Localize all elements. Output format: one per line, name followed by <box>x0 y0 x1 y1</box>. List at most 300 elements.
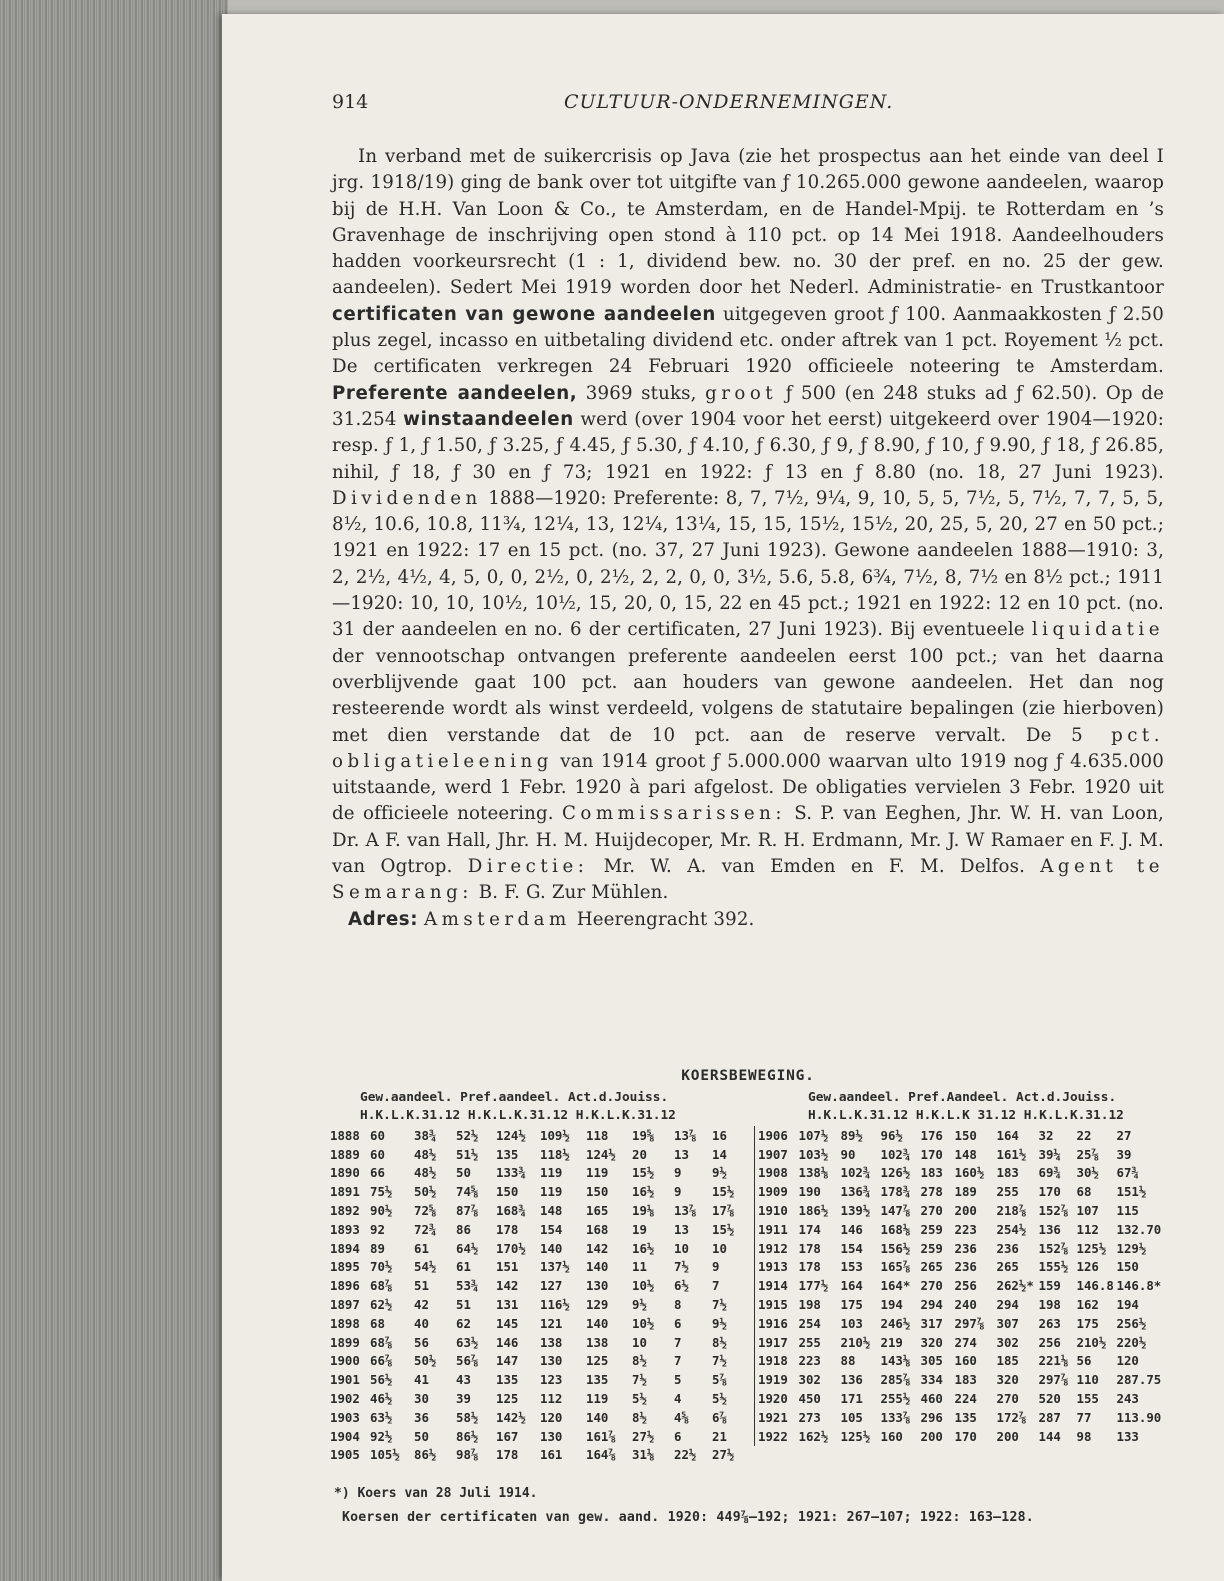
year-cell: 1918 <box>758 1353 788 1369</box>
quote-cell: 200 <box>954 1203 977 1219</box>
quote-cell: 72¾ <box>414 1221 437 1237</box>
quote-cell: 50 <box>456 1165 471 1181</box>
quote-cell: 162½ <box>798 1428 829 1444</box>
quote-cell: 256 <box>1038 1334 1061 1350</box>
quote-cell: 135 <box>496 1146 519 1162</box>
quote-cell: 278 <box>920 1184 943 1200</box>
group-header-left: Gew.aandeel. Pref.aandeel. Act.d.Jouiss. <box>360 1090 669 1105</box>
quote-cell: 186½ <box>798 1203 829 1219</box>
quote-cell: 287 <box>1038 1409 1061 1425</box>
quote-cell: 62 <box>456 1315 471 1331</box>
year-cell: 1899 <box>330 1334 360 1350</box>
quote-cell: 13⅞ <box>674 1127 697 1143</box>
quote-cell: 92 <box>370 1221 385 1237</box>
quote-cell: 5 <box>674 1372 682 1388</box>
page-number: 914 <box>332 91 369 113</box>
quote-cell: 124½ <box>496 1127 526 1143</box>
quote-cell: 265 <box>996 1259 1019 1275</box>
spaced-liquidatie: liquidatie <box>1031 619 1164 641</box>
quote-cell: 143⅛ <box>880 1353 911 1369</box>
quote-cell: 150 <box>954 1127 977 1143</box>
quote-cell: 185 <box>996 1353 1019 1369</box>
quote-cell: 6⅞ <box>712 1409 727 1425</box>
quote-cell: 68⅞ <box>370 1278 393 1294</box>
year-cell: 1904 <box>330 1428 360 1444</box>
quote-cell: 136 <box>840 1372 863 1388</box>
quote-cell: 126½ <box>880 1165 911 1181</box>
quote-cell: 20 <box>632 1146 647 1162</box>
quotes-table-right-body <box>755 1126 1179 1446</box>
quote-cell: 168 <box>586 1221 609 1237</box>
quote-cell: 118 <box>586 1127 609 1143</box>
table-row <box>755 1389 1179 1408</box>
quote-cell: 86½ <box>456 1428 479 1444</box>
quote-cell: 98⅞ <box>456 1447 479 1463</box>
quote-cell: 164 <box>840 1278 863 1294</box>
quote-cell: 7½ <box>674 1259 689 1275</box>
quote-cell: 6 <box>674 1315 682 1331</box>
text-segment: Mr. W. A. van Emden en F. M. Delfos. <box>588 856 1041 878</box>
quote-cell: 51 <box>456 1297 471 1313</box>
year-cell: 1888 <box>330 1127 360 1143</box>
quote-cell: 43 <box>456 1372 471 1388</box>
quote-cell: 137½ <box>540 1259 570 1275</box>
quote-cell: 109½ <box>540 1127 570 1143</box>
quote-cell: 148 <box>954 1146 977 1162</box>
quote-cell: 39¼ <box>1038 1146 1061 1162</box>
quote-cell: 125 <box>586 1353 609 1369</box>
table-row <box>755 1314 1179 1333</box>
quote-cell: 90½ <box>370 1203 393 1219</box>
quote-cell: 105 <box>840 1409 863 1425</box>
quote-cell: 52½ <box>456 1127 479 1143</box>
quote-cell: 164⅞ <box>586 1447 616 1463</box>
quotes-table-right <box>754 1126 1179 1446</box>
quote-cell: 8½ <box>712 1334 727 1350</box>
quote-cell: 210½ <box>1076 1334 1107 1350</box>
year-cell: 1919 <box>758 1372 788 1388</box>
quote-cell: 150 <box>496 1184 519 1200</box>
quote-cell: 10½ <box>632 1278 655 1294</box>
quote-cell: 285⅞ <box>880 1372 911 1388</box>
quote-cell: 224 <box>954 1391 977 1407</box>
year-cell: 1907 <box>758 1146 788 1162</box>
quote-cell: 5½ <box>632 1391 647 1407</box>
quote-cell: 334 <box>920 1372 943 1388</box>
quote-cell: 4⅝ <box>674 1409 689 1425</box>
quote-cell: 56 <box>414 1334 429 1350</box>
table-row <box>330 1126 748 1145</box>
year-cell: 1893 <box>330 1221 360 1237</box>
quote-cell: 27 <box>1116 1127 1132 1143</box>
quote-cell: 460 <box>920 1391 943 1407</box>
quote-cell: 123 <box>540 1372 563 1388</box>
year-cell: 1901 <box>330 1372 360 1388</box>
quote-cell: 139½ <box>840 1203 871 1219</box>
quote-cell: 8 <box>674 1297 682 1313</box>
quote-cell: 90 <box>840 1146 856 1162</box>
quote-cell: 160½ <box>954 1165 985 1181</box>
quote-cell: 115 <box>1116 1203 1139 1219</box>
quote-cell: 113.90 <box>1116 1409 1162 1425</box>
quote-cell: 140 <box>586 1409 609 1425</box>
quote-cell: 155 <box>1076 1391 1099 1407</box>
quote-cell: 7 <box>674 1334 682 1350</box>
quote-cell: 27½ <box>632 1428 655 1444</box>
quote-cell: 170½ <box>496 1240 526 1256</box>
table-row <box>755 1370 1179 1389</box>
year-cell: 1898 <box>330 1315 360 1331</box>
table-row <box>330 1333 748 1352</box>
quote-cell: 174 <box>798 1221 821 1237</box>
quote-cell: 7½ <box>712 1353 727 1369</box>
quote-cell: 177½ <box>798 1278 829 1294</box>
quote-cell: 151 <box>496 1259 519 1275</box>
quote-cell: 136¾ <box>840 1184 871 1200</box>
quote-cell: 450 <box>798 1391 821 1407</box>
quote-cell: 48½ <box>414 1146 437 1162</box>
year-cell: 1903 <box>330 1409 360 1425</box>
quote-cell: 110 <box>1076 1372 1099 1388</box>
quote-cell: 194 <box>1116 1297 1139 1313</box>
quote-cell: 142 <box>586 1240 609 1256</box>
table-row <box>330 1182 748 1201</box>
quote-cell: 9½ <box>712 1315 727 1331</box>
quote-cell: 243 <box>1116 1391 1139 1407</box>
year-cell: 1902 <box>330 1391 360 1407</box>
quote-cell: 140 <box>540 1240 563 1256</box>
table-row <box>755 1239 1179 1258</box>
quote-cell: 256 <box>954 1278 977 1294</box>
quotes-table-header <box>330 1084 1178 1124</box>
spaced-obligatieleening: 5 pct. obligatieleening <box>332 724 1164 772</box>
quote-cell: 48½ <box>414 1165 437 1181</box>
quote-cell: 170 <box>954 1428 977 1444</box>
quote-cell: 89½ <box>840 1127 863 1143</box>
quote-cell: 25⅞ <box>1076 1146 1099 1162</box>
quote-cell: 256½ <box>1116 1315 1147 1331</box>
quote-cell: 70½ <box>370 1259 393 1275</box>
quote-cell: 112 <box>1076 1221 1099 1237</box>
quote-cell: 9½ <box>632 1297 647 1313</box>
quote-cell: 69¾ <box>1038 1165 1061 1181</box>
quote-cell: 129 <box>586 1297 609 1313</box>
quote-cell: 120 <box>540 1409 563 1425</box>
running-title: CULTUUR-ONDERNEMINGEN. <box>564 91 894 113</box>
quote-cell: 16½ <box>632 1240 655 1256</box>
book-page <box>222 14 1224 1581</box>
quote-cell: 131 <box>496 1297 519 1313</box>
quote-cell: 13⅞ <box>674 1203 697 1219</box>
table-row <box>330 1314 748 1333</box>
quote-cell: 4 <box>674 1391 682 1407</box>
quote-cell: 112 <box>540 1391 563 1407</box>
quote-cell: 130 <box>540 1428 563 1444</box>
quote-cell: 86½ <box>414 1447 437 1463</box>
quote-cell: 320 <box>996 1372 1019 1388</box>
quote-cell: 135 <box>586 1372 609 1388</box>
quote-cell: 265 <box>920 1259 943 1275</box>
text-segment: der vennootschap ontvangen preferente aandeelen eerst 100 pct.; van het daarna overblijvende gaat 100 pct. aan houders van gewone aandeelen. Het dan nog resteerende wordt als winst verdeeld, volgens de statutaire bepalingen (zie hierboven) met dien verstande dat de 10 pct. aan de reserve vervalt. De <box>332 645 1164 746</box>
quote-cell: 135 <box>496 1372 519 1388</box>
quote-cell: 198 <box>798 1297 821 1313</box>
quote-cell: 170 <box>1038 1184 1061 1200</box>
sub-header-right: H.K.L.K.31.12 H.K.L.K 31.12 H.K.L.K.31.12 <box>808 1108 1124 1123</box>
quote-cell: 168⅛ <box>880 1221 911 1237</box>
address-city: Amsterdam <box>424 908 571 930</box>
quote-cell: 132.70 <box>1116 1221 1162 1237</box>
year-cell: 1908 <box>758 1165 788 1181</box>
quote-cell: 130 <box>586 1278 609 1294</box>
quote-cell: 320 <box>920 1334 943 1350</box>
book-page-edges <box>0 0 228 1581</box>
quote-cell: 11 <box>632 1259 647 1275</box>
quote-cell: 50 <box>414 1428 429 1444</box>
heading-certificaten: certificaten van gewone aandeelen <box>332 303 716 325</box>
quote-cell: 56½ <box>370 1372 393 1388</box>
quote-cell: 5⅞ <box>712 1372 727 1388</box>
quote-cell: 6 <box>674 1428 682 1444</box>
year-cell: 1914 <box>758 1278 788 1294</box>
quote-cell: 255 <box>996 1184 1019 1200</box>
quote-cell: 5½ <box>712 1391 727 1407</box>
table-row <box>330 1164 748 1183</box>
quote-cell: 17⅞ <box>712 1203 735 1219</box>
quote-cell: 140 <box>586 1259 609 1275</box>
quote-cell: 520 <box>1038 1391 1061 1407</box>
quote-cell: 13 <box>674 1146 689 1162</box>
quote-cell: 178 <box>496 1221 519 1237</box>
main-paragraph <box>332 144 1164 907</box>
quote-cell: 62½ <box>370 1297 393 1313</box>
quote-cell: 30 <box>414 1391 429 1407</box>
quote-cell: 254½ <box>996 1221 1027 1237</box>
text-segment: van 1914 groot ƒ 5.000.000 waarvan ulto 1919 nog ƒ 4.635.000 uitstaande, werd 1 Febr. 1920 à pari afgelost. De obligaties vervielen 3 Febr. 1920 uit de officieele noteering. <box>332 750 1164 825</box>
quote-cell: 154 <box>540 1221 563 1237</box>
quote-cell: 103 <box>840 1315 863 1331</box>
quote-cell: 236 <box>954 1240 977 1256</box>
table-row <box>330 1446 748 1465</box>
table-row <box>755 1427 1179 1446</box>
text-segment: S. P. van Eeghen, Jhr. W. H. van Loon, Dr. A F. van Hall, Jhr. H. M. Huijdecoper, Mr. R. H. Erdmann, Mr. J. W Ramaer en F. J. M. van Ogtrop. <box>332 803 1164 878</box>
quote-cell: 297⅞ <box>1038 1372 1069 1388</box>
quote-cell: 138 <box>586 1334 609 1350</box>
quote-cell: 124½ <box>586 1146 616 1162</box>
quote-cell: 105½ <box>370 1447 400 1463</box>
text-segment: B. F. G. Zur Mühlen. <box>472 882 669 904</box>
quote-cell: 160 <box>880 1428 903 1444</box>
quote-cell: 259 <box>920 1221 943 1237</box>
quote-cell: 125½ <box>840 1428 871 1444</box>
quote-cell: 200 <box>920 1428 943 1444</box>
table-row <box>330 1427 748 1446</box>
quote-cell: 31⅛ <box>632 1447 655 1463</box>
quote-cell: 305 <box>920 1353 943 1369</box>
quote-cell: 98 <box>1076 1428 1092 1444</box>
quote-cell: 210½ <box>840 1334 871 1350</box>
table-row <box>330 1220 748 1239</box>
address-street: Heerengracht 392. <box>570 908 755 930</box>
quote-cell: 9½ <box>712 1165 727 1181</box>
quote-cell: 178 <box>496 1447 519 1463</box>
quote-cell: 259 <box>920 1240 943 1256</box>
group-header-right: Gew.aandeel. Pref.Aandeel. Act.d.Jouiss. <box>808 1090 1117 1105</box>
quote-cell: 103½ <box>798 1146 829 1162</box>
spaced-agent: Agent te Semarang: <box>332 856 1165 904</box>
quote-cell: 165⅞ <box>880 1259 911 1275</box>
quote-cell: 172⅞ <box>996 1409 1027 1425</box>
quote-cell: 9 <box>674 1165 682 1181</box>
quote-cell: 121 <box>540 1315 563 1331</box>
quote-cell: 10 <box>632 1334 647 1350</box>
quote-cell: 183 <box>920 1165 943 1181</box>
quote-cell: 155½ <box>1038 1259 1069 1275</box>
quote-cell: 138 <box>540 1334 563 1350</box>
quote-cell: 161½ <box>996 1146 1027 1162</box>
quote-cell: 167 <box>496 1428 519 1444</box>
quote-cell: 10½ <box>632 1315 655 1331</box>
quote-cell: 51 <box>414 1278 429 1294</box>
year-cell: 1905 <box>330 1447 360 1463</box>
quote-cell: 129½ <box>1116 1240 1147 1256</box>
table-row <box>330 1408 748 1427</box>
quote-cell: 255 <box>798 1334 821 1350</box>
text-segment: 3969 stuks, <box>577 382 706 404</box>
quote-cell: 22½ <box>674 1447 697 1463</box>
quote-cell: 223 <box>954 1221 977 1237</box>
body-text <box>332 144 1164 933</box>
quote-cell: 60 <box>370 1127 385 1143</box>
heading-winstaandeelen: winstaandeelen <box>403 408 574 430</box>
quote-cell: 135 <box>954 1409 977 1425</box>
quote-cell: 66 <box>370 1165 385 1181</box>
quote-cell: 175 <box>840 1297 863 1313</box>
table-row <box>330 1370 748 1389</box>
quote-cell: 287.75 <box>1116 1372 1162 1388</box>
quote-cell: 42 <box>414 1297 429 1313</box>
quote-cell: 263 <box>1038 1315 1061 1331</box>
spaced-directie: Directie: <box>467 856 589 878</box>
quote-cell: 119 <box>540 1165 563 1181</box>
quote-cell: 270 <box>996 1391 1019 1407</box>
table-row <box>755 1126 1179 1145</box>
address-label: Adres: <box>348 908 419 930</box>
quote-cell: 19 <box>632 1221 647 1237</box>
quote-cell: 133¾ <box>496 1165 526 1181</box>
year-cell: 1916 <box>758 1315 788 1331</box>
quote-cell: 294 <box>996 1297 1019 1313</box>
table-row <box>755 1408 1179 1427</box>
year-cell: 1921 <box>758 1409 788 1425</box>
quote-cell: 138⅛ <box>798 1165 829 1181</box>
quote-cell: 107 <box>1076 1203 1099 1219</box>
quote-cell: 140 <box>586 1315 609 1331</box>
quotes-table-left-body <box>330 1126 748 1464</box>
quote-cell: 36 <box>414 1409 429 1425</box>
quote-cell: 153 <box>840 1259 863 1275</box>
quote-cell: 189 <box>954 1184 977 1200</box>
quote-cell: 240 <box>954 1297 977 1313</box>
quote-cell: 164 <box>996 1127 1019 1143</box>
page-header <box>332 91 1174 115</box>
quote-cell: 15½ <box>632 1165 655 1181</box>
quote-cell: 150 <box>1116 1259 1139 1275</box>
quote-cell: 255½ <box>880 1391 911 1407</box>
quote-cell: 68⅞ <box>370 1334 393 1350</box>
table-row <box>755 1220 1179 1239</box>
quote-cell: 86 <box>456 1221 471 1237</box>
quote-cell: 50½ <box>414 1184 437 1200</box>
year-cell: 1920 <box>758 1391 788 1407</box>
quote-cell: 161 <box>540 1447 563 1463</box>
quote-cell: 68 <box>370 1315 385 1331</box>
table-row <box>330 1276 748 1295</box>
spaced-commissarissen: Commissarissen: <box>562 803 786 825</box>
table-row <box>755 1352 1179 1371</box>
quote-cell: 14 <box>712 1146 727 1162</box>
spaced-groot: groot <box>705 382 778 404</box>
table-row <box>755 1276 1179 1295</box>
quote-cell: 10 <box>712 1240 727 1256</box>
quote-cell: 120 <box>1116 1353 1139 1369</box>
quote-cell: 88 <box>840 1353 856 1369</box>
year-cell: 1896 <box>330 1278 360 1294</box>
quote-cell: 127 <box>540 1278 563 1294</box>
quote-cell: 125½ <box>1076 1240 1107 1256</box>
quote-cell: 220½ <box>1116 1334 1147 1350</box>
year-cell: 1917 <box>758 1334 788 1350</box>
quote-cell: 176 <box>920 1127 943 1143</box>
quote-cell: 219 <box>880 1334 903 1350</box>
quote-cell: 68 <box>1076 1184 1092 1200</box>
quote-cell: 151½ <box>1116 1184 1147 1200</box>
quote-cell: 6½ <box>674 1278 689 1294</box>
quote-cell: 274 <box>954 1334 977 1350</box>
quote-cell: 107½ <box>798 1127 829 1143</box>
quote-cell: 254 <box>798 1315 821 1331</box>
quote-cell: 148 <box>540 1203 563 1219</box>
quote-cell: 154 <box>840 1240 863 1256</box>
quote-cell: 142½ <box>496 1409 526 1425</box>
quote-cell: 273 <box>798 1409 821 1425</box>
quote-cell: 302 <box>996 1334 1019 1350</box>
quote-cell: 294 <box>920 1297 943 1313</box>
quote-cell: 146.8 <box>1076 1278 1114 1294</box>
spaced-dividenden: Dividenden <box>332 487 482 509</box>
quote-cell: 133 <box>1116 1428 1139 1444</box>
quote-cell: 171 <box>840 1391 863 1407</box>
quote-cell: 236 <box>954 1259 977 1275</box>
quote-cell: 54½ <box>414 1259 437 1275</box>
quote-cell: 144 <box>1038 1428 1061 1444</box>
quote-cell: 156½ <box>880 1240 911 1256</box>
quote-cell: 77 <box>1076 1409 1092 1425</box>
quote-cell: 64½ <box>456 1240 479 1256</box>
quote-cell: 168¾ <box>496 1203 526 1219</box>
quote-cell: 145 <box>496 1315 519 1331</box>
quotes-table-left <box>330 1126 748 1464</box>
quote-cell: 22 <box>1076 1127 1092 1143</box>
quote-cell: 89 <box>370 1240 385 1256</box>
quote-cell: 39 <box>456 1391 471 1407</box>
quote-cell: 16½ <box>632 1184 655 1200</box>
quote-cell: 50½ <box>414 1353 437 1369</box>
year-cell: 1922 <box>758 1428 788 1444</box>
quote-cell: 147 <box>496 1353 519 1369</box>
quote-cell: 223 <box>798 1353 821 1369</box>
table-row <box>330 1239 748 1258</box>
text-segment: uitgegeven groot ƒ 100. Aanmaakkosten ƒ 2.50 plus zegel, incasso en uitbetaling dividend etc. onder aftrek van 1 pct. Royement ½ pct. De certificaten verkregen 24 Februari 1920 officieele noteering te Amsterdam. <box>332 303 1164 378</box>
